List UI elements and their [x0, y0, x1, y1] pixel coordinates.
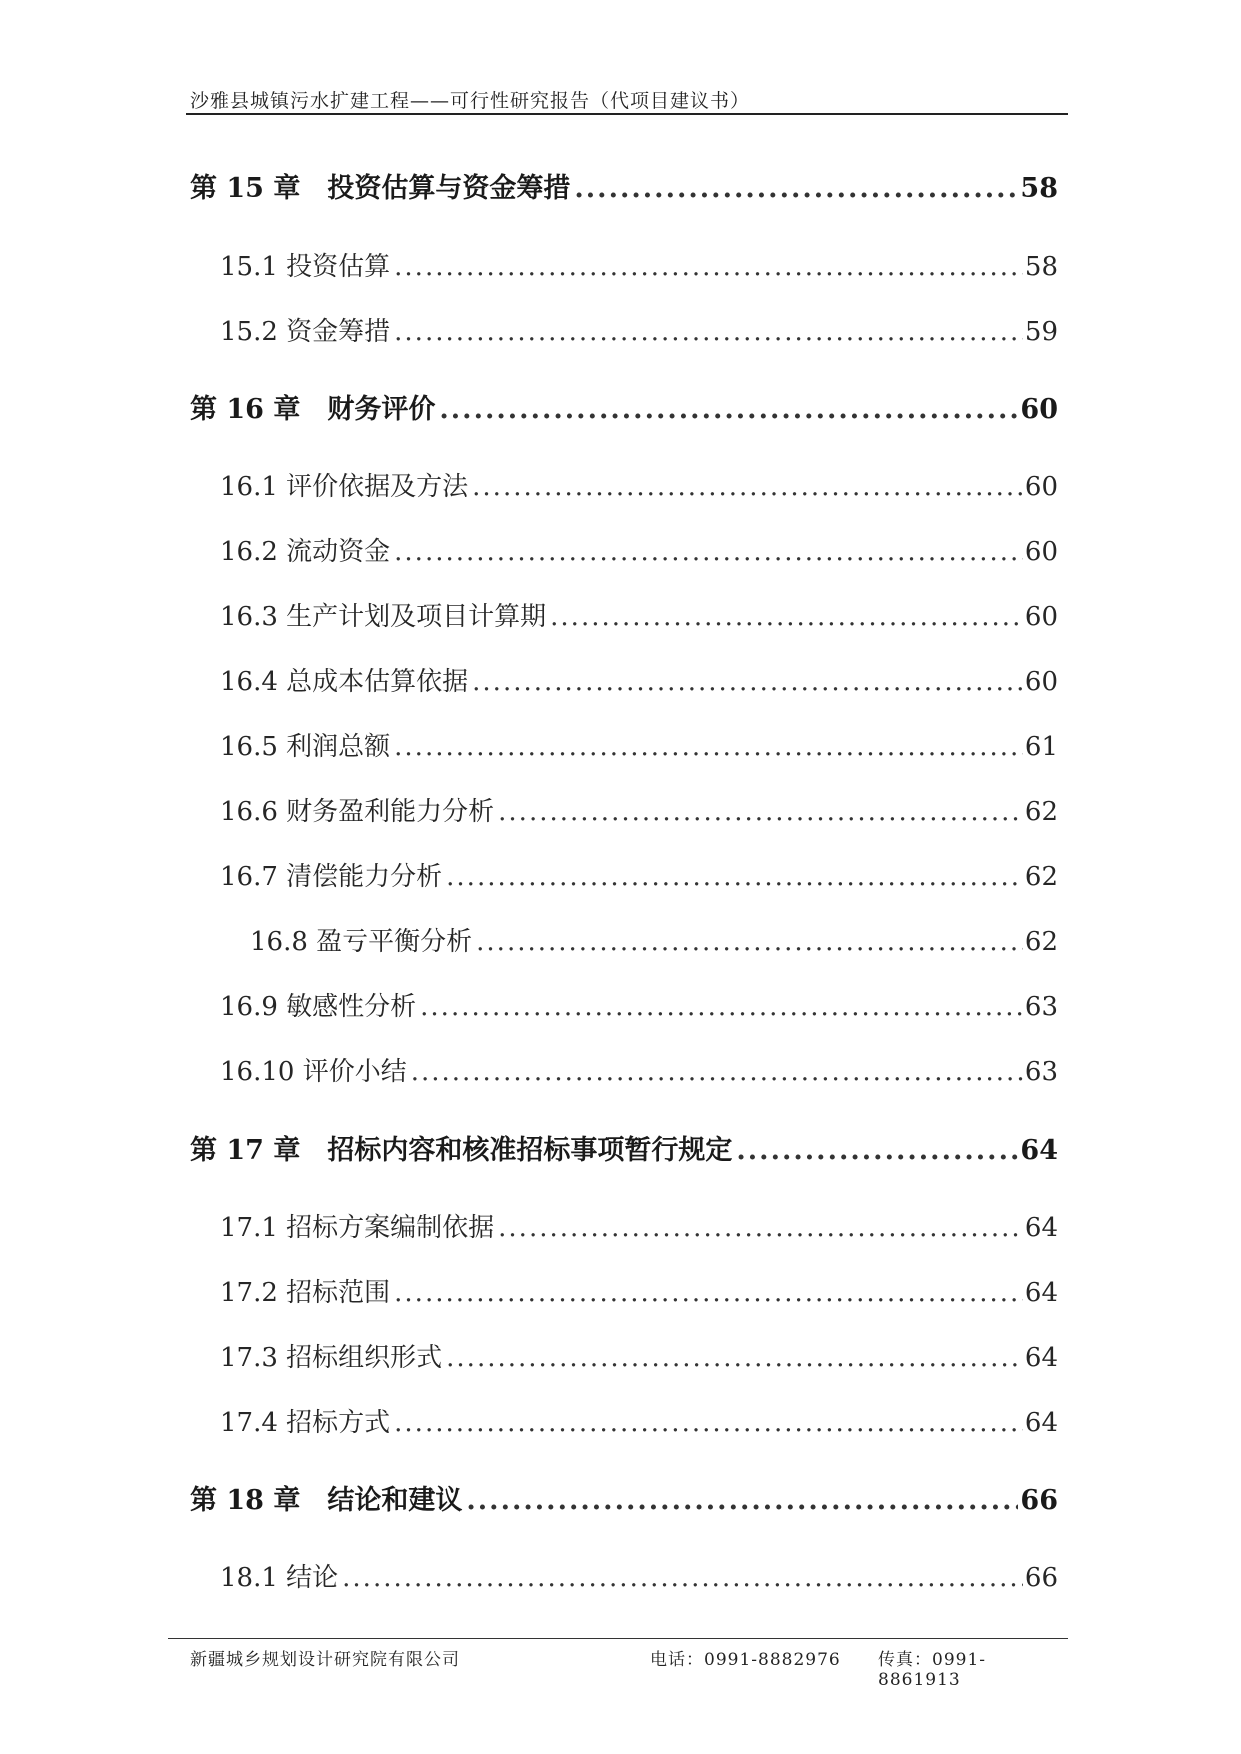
- toc-leader-dots: [550, 602, 1023, 632]
- toc-leader-dots: [476, 927, 1023, 957]
- toc-entry-title: 17.3 招标组织形式: [220, 1343, 443, 1373]
- toc-page-number: 61: [1024, 732, 1058, 762]
- toc-section-16-10[interactable]: [220, 1051, 1058, 1088]
- toc-leader-dots: [472, 472, 1023, 502]
- toc-section-16-8[interactable]: [250, 921, 1058, 958]
- toc-entry-title: 16.8 盈亏平衡分析: [250, 927, 473, 957]
- toc-entry-title: 17.4 招标方式: [220, 1408, 391, 1438]
- toc-section-15-2[interactable]: [220, 311, 1058, 348]
- toc-page-number: 63: [1024, 1057, 1058, 1087]
- toc-section-16-6[interactable]: [220, 791, 1058, 828]
- toc-chapter-18[interactable]: [190, 1478, 1058, 1517]
- toc-leader-dots: [394, 317, 1023, 347]
- toc-page-number: 64: [1024, 1213, 1058, 1243]
- toc-leader-dots: [736, 1135, 1018, 1166]
- toc-leader-dots: [446, 1343, 1023, 1373]
- toc-page-number: 64: [1020, 1135, 1058, 1166]
- toc-leader-dots: [394, 732, 1023, 762]
- toc-section-17-2[interactable]: [220, 1272, 1058, 1309]
- toc-entry-title: 第 17 章 招标内容和核准招标事项暂行规定: [190, 1135, 733, 1166]
- toc-page-number: 58: [1024, 252, 1058, 282]
- header-divider: [186, 113, 1068, 115]
- page-header: 沙雅县城镇污水扩建工程——可行性研究报告（代项目建议书）: [190, 90, 751, 112]
- toc-page-number: 64: [1024, 1343, 1058, 1373]
- toc-section-17-3[interactable]: [220, 1337, 1058, 1374]
- toc-entry-title: 16.2 流动资金: [220, 537, 391, 567]
- toc-entry-title: 16.6 财务盈利能力分析: [220, 797, 495, 827]
- toc-entry-title: 15.1 投资估算: [220, 252, 391, 282]
- toc-section-16-5[interactable]: [220, 726, 1058, 763]
- toc-page-number: 58: [1020, 173, 1058, 204]
- toc-leader-dots: [446, 862, 1023, 892]
- toc-page-number: 64: [1024, 1278, 1058, 1308]
- toc-entry-title: 第 15 章 投资估算与资金筹措: [190, 173, 571, 204]
- toc-section-17-1[interactable]: [220, 1207, 1058, 1244]
- footer-phone: 电话：0991-8882976: [650, 1650, 841, 1670]
- toc-section-15-1[interactable]: [220, 246, 1058, 283]
- toc-section-16-2[interactable]: [220, 531, 1058, 568]
- toc-leader-dots: [439, 394, 1018, 425]
- toc-section-16-3[interactable]: [220, 596, 1058, 633]
- toc-leader-dots: [498, 797, 1023, 827]
- toc-entry-title: 16.9 敏感性分析: [220, 992, 417, 1022]
- toc-leader-dots: [394, 1408, 1023, 1438]
- toc-leader-dots: [466, 1485, 1018, 1516]
- toc-section-16-1[interactable]: [220, 466, 1058, 503]
- toc-page-number: 60: [1024, 667, 1058, 697]
- footer-divider: [168, 1638, 1068, 1639]
- toc-leader-dots: [498, 1213, 1023, 1243]
- toc-page-number: 62: [1024, 927, 1058, 957]
- toc-page-number: 66: [1020, 1485, 1058, 1516]
- toc-page-number: 62: [1024, 797, 1058, 827]
- toc-page-number: 60: [1024, 537, 1058, 567]
- toc-entry-title: 17.1 招标方案编制依据: [220, 1213, 495, 1243]
- toc-leader-dots: [574, 173, 1018, 204]
- toc-entry-title: 16.3 生产计划及项目计算期: [220, 602, 547, 632]
- toc-entry-title: 16.7 清偿能力分析: [220, 862, 443, 892]
- toc-leader-dots: [420, 992, 1023, 1022]
- toc-entry-title: 18.1 结论: [220, 1563, 339, 1593]
- toc-chapter-15[interactable]: [190, 166, 1058, 205]
- toc-chapter-17[interactable]: [190, 1128, 1058, 1167]
- toc-entry-title: 第 16 章 财务评价: [190, 394, 436, 425]
- toc-page-number: 60: [1024, 602, 1058, 632]
- toc-page-number: 59: [1024, 317, 1058, 347]
- toc-leader-dots: [394, 537, 1023, 567]
- toc-entry-title: 15.2 资金筹措: [220, 317, 391, 347]
- footer-company: 新疆城乡规划设计研究院有限公司: [190, 1650, 460, 1670]
- toc-page-number: 60: [1024, 472, 1058, 502]
- toc-page-number: 60: [1020, 394, 1058, 425]
- toc-leader-dots: [472, 667, 1023, 697]
- footer-fax: 传真：0991-8861913: [878, 1650, 987, 1690]
- toc-leader-dots: [342, 1563, 1023, 1593]
- toc-chapter-16[interactable]: [190, 387, 1058, 426]
- toc-section-16-7[interactable]: [220, 856, 1058, 893]
- toc-entry-title: 16.10 评价小结: [220, 1057, 407, 1087]
- toc-section-16-4[interactable]: [220, 661, 1058, 698]
- toc-page-number: 64: [1024, 1408, 1058, 1438]
- toc-leader-dots: [411, 1057, 1023, 1087]
- toc-entry-title: 16.5 利润总额: [220, 732, 391, 762]
- toc-page-number: 62: [1024, 862, 1058, 892]
- toc-section-16-9[interactable]: [220, 986, 1058, 1023]
- toc-page-number: 63: [1024, 992, 1058, 1022]
- toc-leader-dots: [394, 252, 1023, 282]
- toc-leader-dots: [394, 1278, 1023, 1308]
- toc-section-17-4[interactable]: [220, 1402, 1058, 1439]
- toc-entry-title: 16.1 评价依据及方法: [220, 472, 469, 502]
- toc-entry-title: 17.2 招标范围: [220, 1278, 391, 1308]
- toc-page-number: 66: [1024, 1563, 1058, 1593]
- toc-entry-title: 16.4 总成本估算依据: [220, 667, 469, 697]
- toc-section-18-1[interactable]: [220, 1557, 1058, 1594]
- toc-entry-title: 第 18 章 结论和建议: [190, 1485, 463, 1516]
